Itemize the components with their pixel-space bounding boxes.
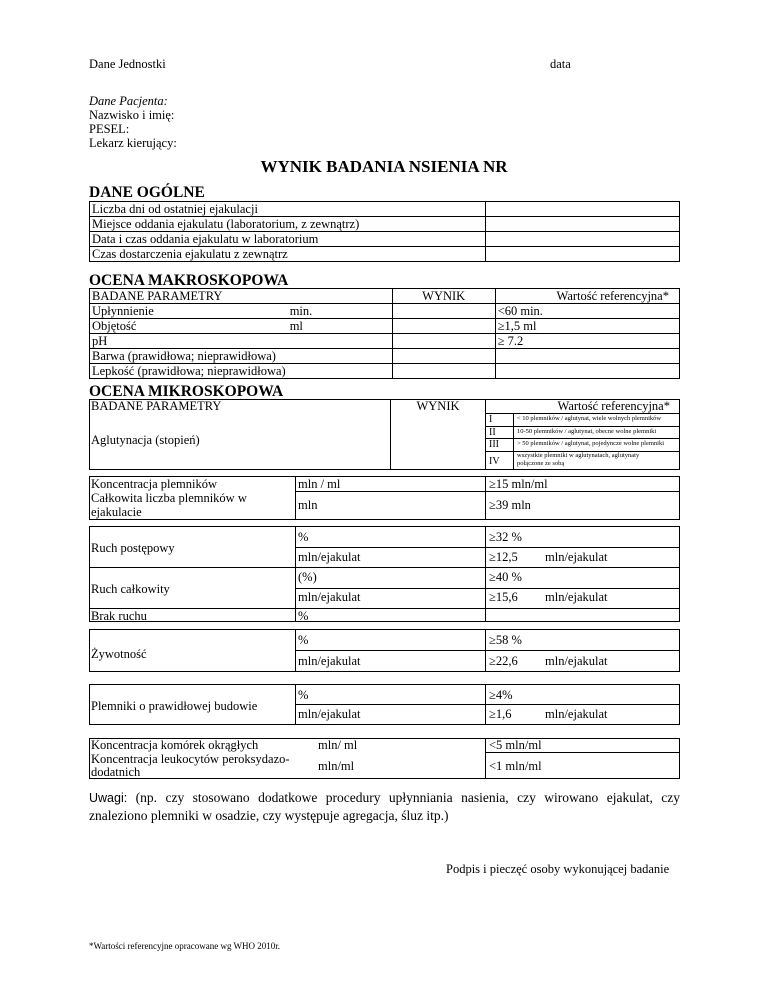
total-count-ref: ≥39 mln <box>489 498 531 512</box>
total-motility-ref: ≥15,6 <box>489 590 518 604</box>
notes-text-2: znaleziono plemniki w osadzie, czy występuje agregacja, śluz itp.) <box>89 808 449 823</box>
morphology-ref: ≥1,6 <box>489 707 512 721</box>
vitality-ref: ≥22,6 <box>489 654 518 668</box>
leukocytes-ref: <1 mln/ml <box>489 759 542 773</box>
leukocytes-unit: mln/ml <box>318 759 355 773</box>
macro-col-ref: Wartość referencyjna* <box>495 289 679 304</box>
agglutination-desc: < 10 plemników / aglutynat, wiele wolnych plemników <box>517 415 662 422</box>
macro-unit <box>288 364 393 379</box>
total-motility-ref-unit: mln/ejakulat <box>545 590 608 604</box>
progressive-ref: ≥32 % <box>489 530 522 544</box>
macro-param: Upłynnienie <box>90 304 288 319</box>
notes-label: Uwagi: <box>89 791 128 805</box>
macro-heading: OCENA MAKROSKOPOWA <box>89 272 289 289</box>
immotile-unit: % <box>298 609 309 623</box>
round-cells-ref: <5 mln/ml <box>489 738 542 752</box>
morphology-label: Plemniki o prawidłowej budowie <box>91 699 258 713</box>
signature-label: Podpis i pieczęć osoby wykonującej badanie <box>446 862 670 876</box>
macro-unit: ml <box>288 319 393 334</box>
progressive-label: Ruch postępowy <box>91 541 175 555</box>
vitality-unit: mln/ejakulat <box>298 654 361 668</box>
progressive-ref: ≥12,5 <box>489 550 518 564</box>
macro-unit: min. <box>288 304 393 319</box>
total-motility-label: Ruch całkowity <box>91 582 170 596</box>
general-row: Data i czas oddania ejakulatu w laboratorium <box>90 232 486 247</box>
agglutination-label: Aglutynacja (stopień) <box>91 433 200 447</box>
footnote: *Wartości referencyjne opracowane wg WHO 2010r. <box>89 941 281 951</box>
morphology-ref: ≥4% <box>489 688 513 702</box>
vitality-unit: % <box>298 633 309 647</box>
macro-col-result: WYNIK <box>392 289 495 304</box>
agglutination-desc: > 50 plemników / aglutynat, pojedyncze wolne plemniki <box>517 440 664 447</box>
concentration-label: Koncentracja plemników <box>91 477 217 491</box>
macro-ref <box>495 349 679 364</box>
agglutination-grade: III <box>489 439 499 450</box>
macro-param: Objętość <box>90 319 288 334</box>
micro-col-result: WYNIK <box>416 399 460 413</box>
macro-ref <box>495 364 679 379</box>
general-table <box>89 201 680 262</box>
round-cells-label: Koncentracja komórek okrągłych <box>91 738 259 752</box>
leukocytes-label: Koncentracja leukocytów peroksydazo- <box>91 752 290 766</box>
patient-heading: Dane Pacjenta: <box>89 94 168 108</box>
leukocytes-label: dodatnich <box>91 765 141 779</box>
morphology-ref-unit: mln/ejakulat <box>545 707 608 721</box>
macro-ref: ≥ 7.2 <box>495 334 679 349</box>
date-label: data <box>550 57 571 71</box>
morphology-unit: % <box>298 688 309 702</box>
total-count-label: Całkowita liczba plemników w <box>91 491 247 505</box>
immotile-label: Brak ruchu <box>91 609 147 623</box>
total-motility-ref: ≥40 % <box>489 570 522 584</box>
morphology-unit: mln/ejakulat <box>298 707 361 721</box>
macro-param: Barwa (prawidłowa; nieprawidłowa) <box>90 349 288 364</box>
macro-unit <box>288 349 393 364</box>
agglutination-grade: II <box>489 427 496 438</box>
micro-heading: OCENA MIKROSKOPOWA <box>89 383 284 400</box>
notes-text: (np. czy stosowano dodatkowe procedury upłynniania nasienia, czy wirowano ejakulat, czy <box>135 790 680 805</box>
progressive-ref-unit: mln/ejakulat <box>545 550 608 564</box>
progressive-unit: % <box>298 530 309 544</box>
total-motility-unit: mln/ejakulat <box>298 590 361 604</box>
document-title: WYNIK BADANIA NSIENIA NR <box>260 157 508 176</box>
total-motility-unit: (%) <box>298 570 317 584</box>
vitality-ref: ≥58 % <box>489 633 522 647</box>
general-row: Czas dostarczenia ejakulatu z zewnątrz <box>90 247 486 262</box>
patient-name-label: Nazwisko i imię: <box>89 108 175 122</box>
round-cells-unit: mln/ ml <box>318 738 358 752</box>
general-row: Miejsce oddania ejakulatu (laboratorium, z zewnątrz) <box>90 217 486 232</box>
agglutination-desc: wszystkie plemniki w aglutynatach, aglutynaty <box>517 452 640 459</box>
macro-param: pH <box>90 334 288 349</box>
agglutination-grade: I <box>489 414 493 425</box>
macro-unit <box>288 334 393 349</box>
general-heading: DANE OGÓLNE <box>89 184 205 201</box>
concentration-unit: mln / ml <box>298 477 341 491</box>
concentration-ref: ≥15 mln/ml <box>489 477 548 491</box>
progressive-unit: mln/ejakulat <box>298 550 361 564</box>
micro-col-ref: Wartość referencyjna* <box>557 399 670 413</box>
total-count-unit: mln <box>298 498 318 512</box>
macro-param: Lepkość (prawidłowa; nieprawidłowa) <box>90 364 288 379</box>
pesel-label: PESEL: <box>89 122 130 136</box>
doctor-label: Lekarz kierujący: <box>89 136 177 150</box>
unit-label: Dane Jednostki <box>89 57 166 71</box>
micro-col-params: BADANE PARAMETRY <box>91 399 222 413</box>
vitality-ref-unit: mln/ejakulat <box>545 654 608 668</box>
notes <box>89 789 680 807</box>
agglutination-desc: 10-50 plemników / aglutynat, obecne wolne plemniki <box>517 428 657 435</box>
total-count-label: ejakulacie <box>91 505 142 519</box>
macro-ref: <60 min. <box>495 304 679 319</box>
vitality-label: Żywotność <box>91 647 147 661</box>
general-row: Liczba dni od ostatniej ejakulacji <box>90 202 486 217</box>
agglutination-desc: połączone ze sobą <box>517 460 565 467</box>
macro-ref: ≥1,5 ml <box>495 319 679 334</box>
macro-col-params: BADANE PARAMETRY <box>90 289 288 304</box>
agglutination-grade: IV <box>489 456 500 467</box>
macro-table <box>89 288 680 379</box>
